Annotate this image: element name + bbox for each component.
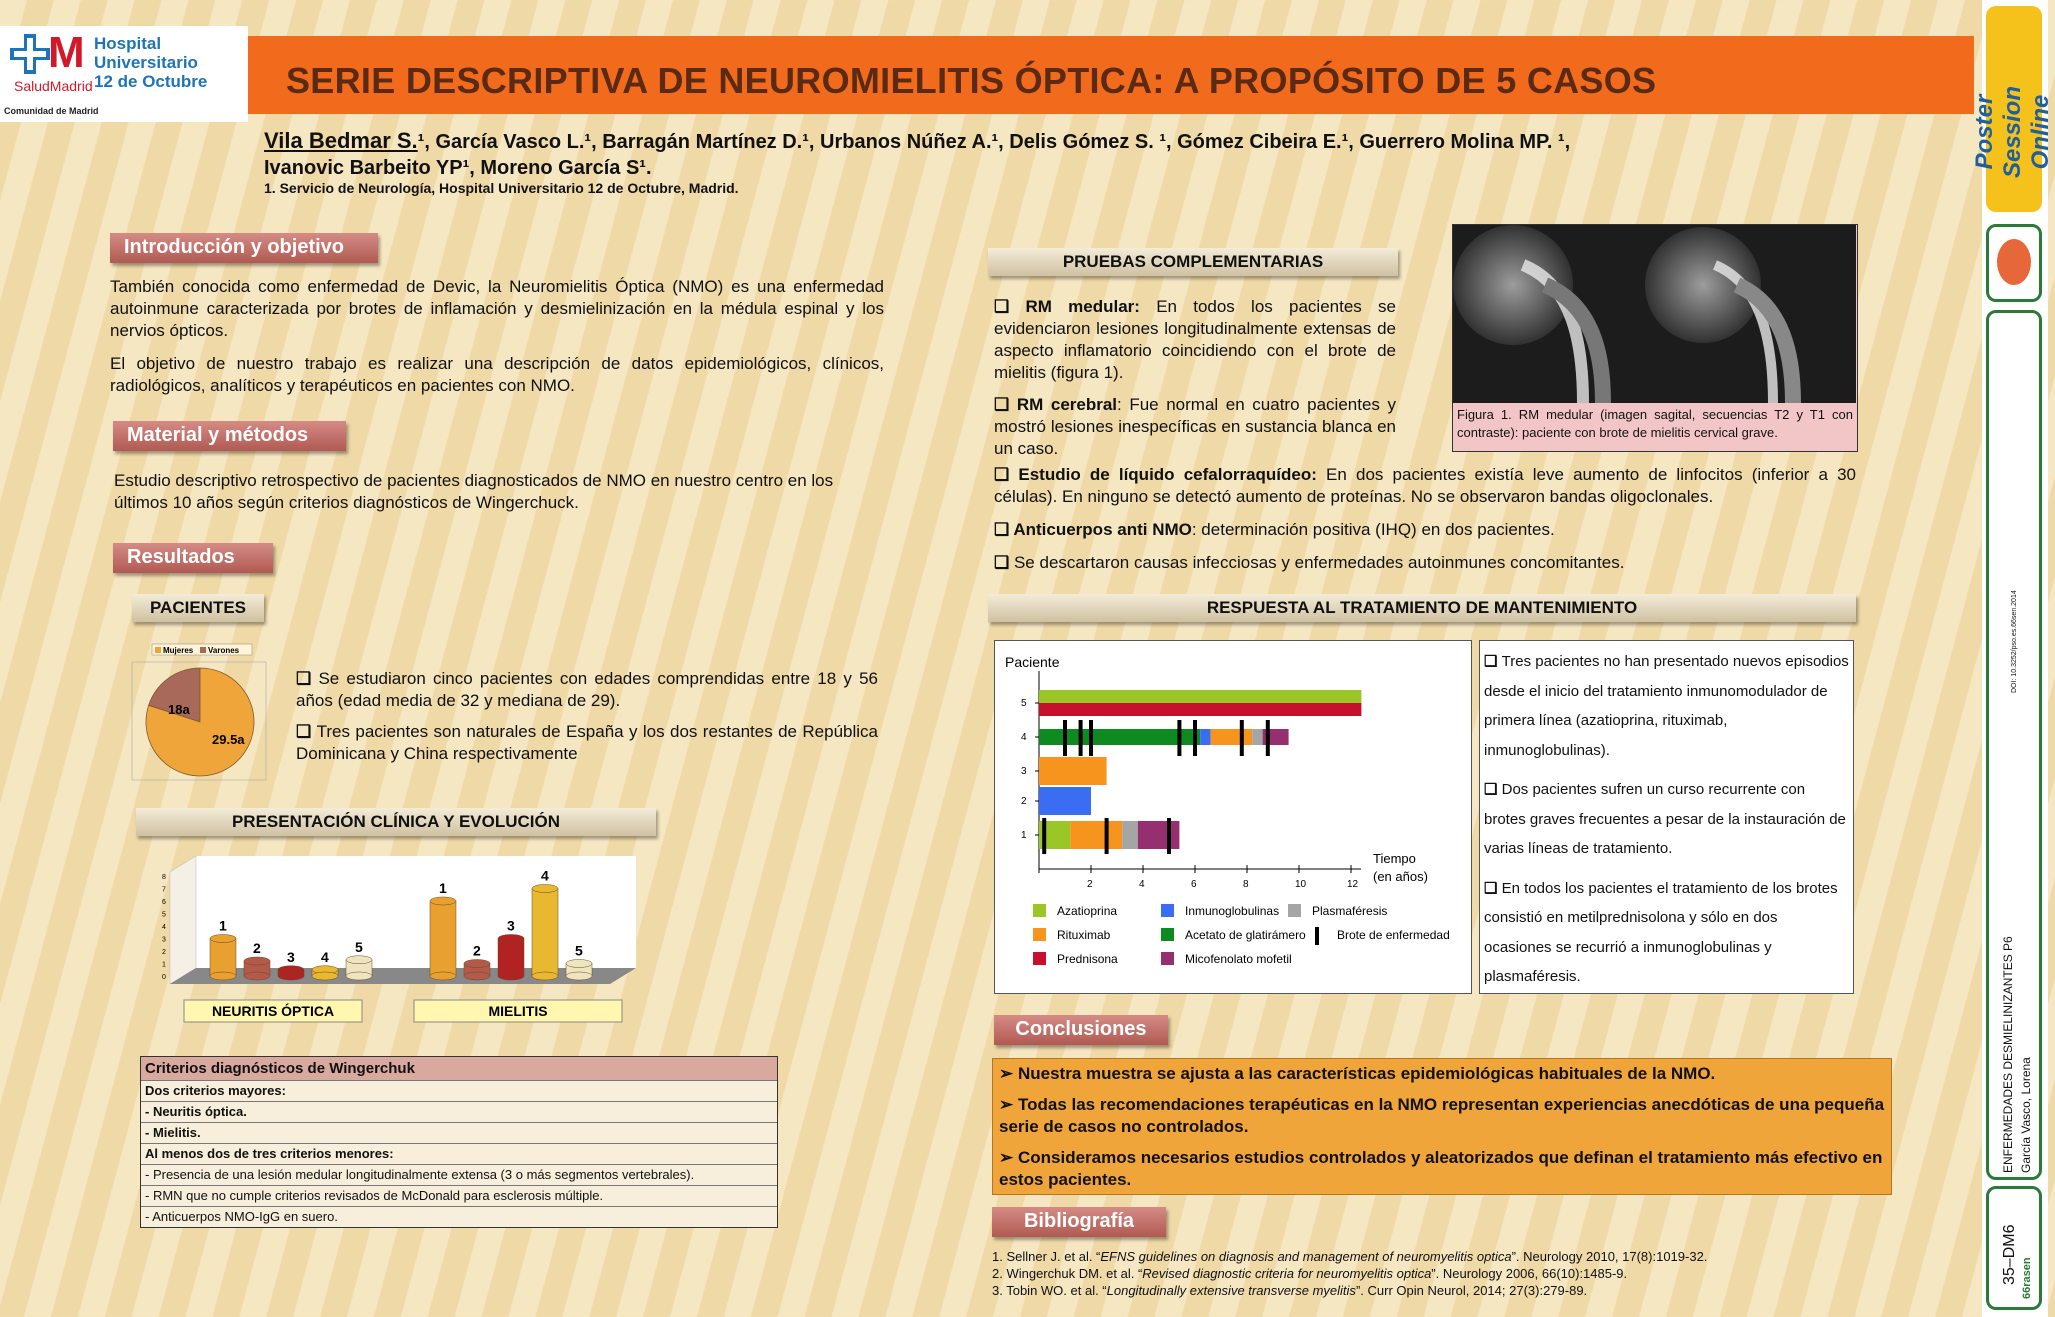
gantt-bar-5-0 (1039, 690, 1361, 703)
clinical-heading: PRESENTACIÓN CLÍNICA Y EVOLUCIÓN (136, 808, 656, 836)
ytick-1: 1 (162, 961, 166, 969)
bar-base-0-4 (312, 972, 338, 980)
gantt-bar-3-7 (1039, 757, 1107, 785)
rm-medular: ❑ RM medular: En todos los pacientes se evidenciaron lesiones longitudinalmente extensas de aspecto inflamatorio coincidiendo con el brote de mielitis (figura 1). (994, 296, 1396, 384)
descartadas: ❑ Se descartaron causas infecciosas y enfermedades autoinmunes concomitantes. (994, 552, 1856, 574)
ytick-3: 3 (162, 936, 166, 944)
pie-label-mujeres: 29.5a (212, 732, 245, 747)
patients-bullet-2: ❑ Tres pacientes son naturales de España y los dos restantes de República Dominicana y China respectivamente (296, 721, 878, 765)
bar-base-1-3 (498, 972, 524, 980)
ytick-0: 0 (162, 974, 166, 981)
group-label-mielitis: MIELITIS (488, 1003, 548, 1019)
flare-4-6 (1266, 720, 1270, 756)
presenter-text: García Vasco, Lorena (2019, 1057, 2033, 1173)
legend-swatch-1 (1033, 928, 1046, 941)
criteria-minor: Al menos dos de tres criterios menores: (141, 1143, 777, 1164)
gantt-bar-4-5 (1252, 729, 1262, 745)
poster-title: SERIE DESCRIPTIVA DE NEUROMIELITIS ÓPTICA: A PROPÓSITO DE 5 CASOS (286, 60, 1657, 101)
criteria-major: Dos criterios mayores: (141, 1080, 777, 1101)
group-label-neuritis: NEURITIS ÓPTICA (211, 1003, 335, 1019)
gantt-xlabel-2: (en años) (1373, 869, 1428, 884)
xtick-12: 12 (1347, 879, 1359, 890)
criteria-m1: - Neuritis óptica. (141, 1101, 777, 1122)
bar-base-1-1 (430, 972, 456, 980)
affiliation: 1. Servicio de Neurología, Hospital Universitario 12 de Octubre, Madrid. (264, 180, 739, 196)
legend-swatch-3 (1161, 904, 1174, 917)
ref-2: 2. Wingerchuk DM. et al. “Revised diagnostic criteria for neuromyelitis optica”. Neurology 2006, 66(10):1485-9. (992, 1266, 1628, 1281)
ytick-2: 2 (1021, 796, 1027, 807)
bar-1-1 (430, 901, 456, 976)
treatment-heading: RESPUESTA AL TRATAMIENTO DE MANTENIMIENTO (988, 594, 1856, 622)
lcr: ❑ Estudio de líquido cefalorraquídeo: En dos pacientes existía leve aumento de linfocitos (inferior a 30 células). En ninguno se detectó aumento de proteínas. No se observaron bandas oligoclonales. (994, 464, 1856, 508)
legend-swatch-4 (1161, 928, 1174, 941)
bar-base-1-5 (566, 972, 592, 980)
anti-nmo: ❑ Anticuerpos anti NMO: determinación positiva (IHQ) en dos pacientes. (994, 519, 1856, 541)
pie-label-varones: 18a (168, 702, 190, 717)
ref-3: 3. Tobin WO. et al. “Longitudinally extensive transverse myelitis”. Curr Opin Neurol, 2014; 27(3):279-89. (992, 1283, 1588, 1298)
bar-top-1-4 (532, 885, 558, 893)
flare-4-2 (1089, 720, 1093, 756)
flare-1-2 (1167, 818, 1171, 854)
poster-code-panel (1986, 1186, 2042, 1310)
ytick-8: 8 (162, 874, 166, 881)
treatment-t1: ❑ Tres pacientes no han presentado nuevos episodios desde el inicio del tratamiento inmunomodulador de primera línea (azatioprina, rituximab, inmunoglobulinas). (1484, 647, 1849, 765)
bar-label-0-2: 2 (253, 940, 261, 956)
xtick-10: 10 (1295, 879, 1307, 890)
legend-swatch-7 (1315, 927, 1319, 945)
bar-top-0-2 (244, 957, 270, 965)
legend-label-7: Brote de enfermedad (1337, 928, 1450, 942)
intro-heading: Introducción y objetivo (110, 233, 378, 263)
xtick-4: 4 (1139, 879, 1145, 890)
title-bar (248, 36, 1974, 114)
flare-4-0 (1063, 720, 1067, 756)
legend-swatch-6 (1288, 904, 1301, 917)
madrid-cross-icon (10, 34, 50, 74)
poster-code: 35–DM6 (2001, 1224, 2018, 1285)
mri-image (1453, 225, 1856, 403)
bar-base-1-2 (464, 972, 490, 980)
flare-4-1 (1079, 720, 1083, 756)
bar-base-0-5 (346, 972, 372, 980)
patients-bullet-1: ❑ Se estudiaron cinco pacientes con edades comprendidas entre 18 y 56 años (edad media de 32 y mediana de 29). (296, 668, 878, 712)
treatment-t3: ❑ En todos los pacientes el tratamiento de los brotes consistió en metilprednisolona y sólo en dos ocasiones se recurrió a inmunoglobulinas y plasmaféresis. (1484, 874, 1849, 992)
intro-p2: El objetivo de nuestro trabajo es realizar una descripción de datos epidemiológicos, clínicos, radiológicos, analíticos y terapéuticos en pacientes con NMO. (110, 354, 884, 395)
bibliography-list (992, 1248, 1707, 1299)
gantt-ylabel: Paciente (1005, 654, 1060, 670)
xtick-6: 6 (1191, 879, 1197, 890)
pruebas-heading: PRUEBAS COMPLEMENTARIAS (988, 248, 1398, 276)
mri-figure (1452, 224, 1858, 452)
gantt-xlabel-1: Tiempo (1373, 851, 1416, 866)
results-heading: Resultados (113, 543, 273, 573)
legend-varones: Varones (208, 646, 240, 655)
bar-top-0-1 (210, 935, 236, 943)
bar-top-1-5 (566, 960, 592, 968)
flare-4-5 (1240, 720, 1244, 756)
conclusion-1: ➢ Nuestra muestra se ajusta a las características epidemiológicas habituales de la NMO. (999, 1063, 1885, 1085)
ytick-7: 7 (162, 886, 166, 894)
criteria-n1: - Presencia de una lesión medular longitudinalmente extensa (3 o más segmentos vertebrales). (141, 1164, 777, 1185)
hospital-name: Hospital Universitario 12 de Octubre (94, 34, 208, 91)
ytick-2: 2 (162, 949, 166, 956)
bar-label-1-2: 2 (473, 942, 481, 959)
sex-pie-chart (130, 640, 270, 782)
bar-base-0-3 (278, 972, 304, 980)
gantt-bar-1-11 (1122, 821, 1138, 849)
ytick-1: 1 (1021, 830, 1027, 841)
criteria-title: Criterios diagnósticos de Wingerchuk (141, 1057, 777, 1080)
legend-label-1: Rituximab (1057, 928, 1111, 942)
bar-0-1 (210, 939, 236, 977)
poster-info-panel (1986, 310, 2042, 1180)
sen-text: 66rasen (2021, 1257, 2033, 1299)
bar-label-1-3: 3 (507, 917, 515, 934)
flare-1-0 (1042, 818, 1046, 854)
gantt-bar-4-4 (1211, 729, 1253, 745)
methods-p1: Estudio descriptivo retrospectivo de pacientes diagnosticados de NMO en nuestro centro en los últimos 10 años según criterios diagnósticos de Wingerchuck. (114, 471, 834, 512)
flare-4-3 (1177, 720, 1181, 756)
ref-1: 1. Sellner J. et al. “EFNS guidelines on diagnosis and management of neuromyelitis optica”. Neurology 2010, 17(8):1019-32. (992, 1249, 1708, 1264)
bar-label-1-5: 5 (575, 942, 583, 959)
sidebar (1971, 0, 2054, 1317)
ytick-4: 4 (1021, 732, 1027, 743)
legend-swatch-mujeres (155, 647, 161, 653)
category-text: ENFERMEDADES DESMIELINIZANTES P6 (2001, 936, 2015, 1173)
methods-heading: Material y métodos (113, 421, 346, 451)
conclusion-3: ➢ Consideramos necesarios estudios controlados y aleatorizados que definan el tratamiento más efectivo en estos pacientes. (999, 1147, 1885, 1191)
criteria-n3: - Anticuerpos NMO-IgG en suero. (141, 1206, 777, 1227)
gantt-bar-1-10 (1070, 821, 1122, 849)
bar-top-1-2 (464, 960, 490, 968)
salud-madrid: SaludMadrid (14, 78, 93, 94)
mri-caption: Figura 1. RM medular (imagen sagital, secuencias T2 y T1 con contraste): paciente con brote de mielitis cervical grave. (1457, 407, 1853, 440)
xtick-8: 8 (1243, 879, 1249, 890)
flare-4-4 (1193, 720, 1197, 756)
ytick-6: 6 (162, 899, 166, 906)
bibliography-heading: Bibliografía (992, 1207, 1166, 1237)
bar-1-4 (532, 889, 558, 977)
doi-text: DOI: 10.3252/pso.es.66sen.2014 (2011, 590, 2018, 693)
comunidad-madrid: Comunidad de Madrid (4, 106, 99, 116)
intro-p1: También conocida como enfermedad de Devic, la Neuromielitis Óptica (NMO) es una enfermedad autoinmune caracterizada por brotes de inflamación y desmielinización en la médula espinal y los nervios ópticos. (110, 277, 884, 340)
conclusion-2: ➢ Todas las recomendaciones terapéuticas en la NMO representan experiencias anecdóticas de una pequeña serie de casos no controlados. (999, 1094, 1885, 1138)
legend-label-0: Azatioprina (1057, 904, 1118, 918)
madrid-m-logo: M (48, 28, 85, 77)
bar-label-0-5: 5 (355, 938, 363, 955)
bar-1-3 (498, 939, 524, 977)
bar-base-0-1 (210, 972, 236, 980)
conclusions-heading: Conclusiones (994, 1015, 1168, 1045)
legend-mujeres: Mujeres (163, 646, 194, 655)
bar-label-0-3: 3 (287, 948, 295, 965)
legend-label-2: Prednisona (1057, 952, 1118, 966)
criteria-n2: - RMN que no cumple criterios revisados de McDonald para esclerosis múltiple. (141, 1185, 777, 1206)
ytick-3: 3 (1021, 766, 1027, 777)
gantt-bar-4-3 (1200, 729, 1210, 745)
gantt-bar-5-1 (1039, 703, 1361, 716)
bar-label-1-4: 4 (541, 867, 549, 884)
authors: Vila Bedmar S.¹, García Vasco L.¹, Barragán Martínez D.¹, Urbanos Núñez A.¹, Delis Gómez S. ¹, Gómez Cibeira E.¹, Guerrero Molina MP. ¹, Ivanovic Barbeito YP¹, Moreno García S¹. (264, 128, 1571, 179)
gantt-bar-2-8 (1039, 787, 1091, 815)
legend-swatch-5 (1161, 952, 1174, 965)
first-author: Vila Bedmar S. (264, 128, 418, 153)
bar-top-1-3 (498, 935, 524, 943)
bar-label-0-4: 4 (321, 948, 329, 965)
rm-cerebral: ❑ RM cerebral: Fue normal en cuatro pacientes y mostró lesiones inespecíficas en sustancia blanca en un caso. (994, 394, 1396, 460)
legend-label-4: Acetato de glatirámero (1185, 928, 1306, 942)
ytick-5: 5 (1021, 698, 1027, 709)
flare-1-1 (1105, 818, 1109, 854)
patients-heading: PACIENTES (132, 594, 264, 622)
society-logo (1986, 224, 2042, 302)
gantt-bar-1-12 (1138, 821, 1180, 849)
clinical-bar-chart (140, 850, 655, 1025)
legend-label-5: Micofenolato mofetil (1185, 952, 1292, 966)
bar-top-1-1 (430, 897, 456, 905)
ytick-5: 5 (162, 911, 166, 919)
conclusions-box (992, 1058, 1892, 1195)
ytick-4: 4 (162, 924, 166, 931)
legend-swatch-2 (1033, 952, 1046, 965)
hospital-logo (0, 26, 248, 122)
bar-label-1-1: 1 (439, 880, 447, 896)
poster-session-logo[interactable]: Poster Session Online (1986, 6, 2042, 212)
xtick-2: 2 (1087, 879, 1093, 890)
treatment-t2: ❑ Dos pacientes sufren un curso recurrente con brotes graves frecuentes a pesar de la instauración de varias líneas de tratamiento. (1484, 775, 1849, 864)
criteria-m2: - Mielitis. (141, 1122, 777, 1143)
legend-swatch-varones (200, 647, 206, 653)
criteria-table (140, 1056, 778, 1228)
legend-swatch-0 (1033, 904, 1046, 917)
bar-base-0-2 (244, 972, 270, 980)
legend-label-6: Plasmaféresis (1312, 904, 1388, 918)
bar-top-0-5 (346, 956, 372, 964)
treatment-text-box (1479, 640, 1854, 994)
bar-base-1-4 (532, 972, 558, 980)
bar-label-0-1: 1 (219, 917, 227, 934)
treatment-gantt-chart (994, 640, 1472, 994)
legend-label-3: Inmunoglobulinas (1185, 904, 1280, 918)
